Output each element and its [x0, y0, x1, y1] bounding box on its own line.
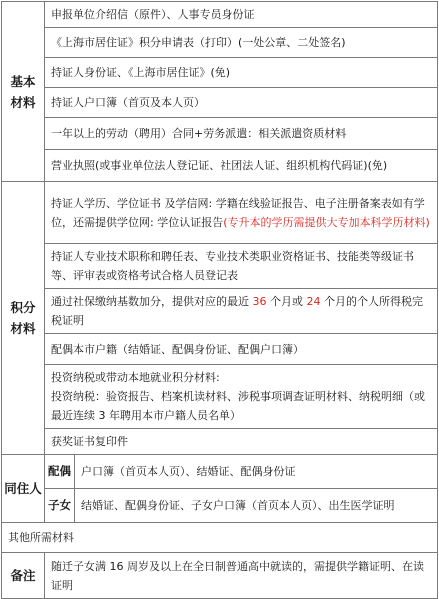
points-tax	[45, 365, 438, 429]
ss-suffix: 个月的个人所得税完税证明	[51, 295, 423, 327]
category-basic-line1: 基本	[10, 73, 36, 89]
materials-table	[1, 1, 438, 599]
basic-item: 持证人户口簿（首页及本人页）	[45, 88, 438, 118]
points-social-security	[45, 289, 438, 334]
ss-months-a: 36	[252, 295, 267, 308]
basic-item: 《上海市居住证》积分申请表（打印）(一处公章、二处签名)	[45, 28, 438, 58]
basic-item: 持证人身份证、《上海市居住证》(免)	[45, 58, 438, 88]
category-points	[2, 182, 45, 455]
spouse-items: 户口簿（首页本人页）、结婚证、配偶身份证	[75, 455, 438, 489]
basic-item: 一年以上的劳动（聘用）合同+劳务派遣：相关派遣资质材料	[45, 118, 438, 150]
spouse-label: 配偶	[45, 455, 75, 489]
remarks-label: 备注	[2, 553, 45, 599]
category-points-line1: 积分	[10, 300, 36, 315]
education-text: 持证人学历、学位证书 及学信网: 学籍在线验证报告、电子注册备案表如有学位，还需提供学位网: 学位认证报告	[51, 196, 425, 229]
category-basic-line2: 材料	[10, 94, 36, 110]
tax-heading: 投资纳税或带动本地就业积分材料:	[51, 371, 220, 384]
points-awards: 获奖证书复印件	[45, 429, 438, 455]
education-note: (专升本的学历需提供大专加本科学历材料)	[223, 215, 430, 229]
child-label: 子女	[45, 489, 75, 523]
child-items: 结婚证、配偶身份证、子女户口簿（首页本人页）、出生医学证明	[75, 489, 438, 523]
points-spouse-hukou: 配偶本市户籍（结婚证、配偶身份证、配偶户口簿）	[45, 334, 438, 365]
ss-middle: 个月或	[270, 295, 303, 308]
points-education	[45, 182, 438, 244]
category-basic	[2, 2, 45, 182]
ss-months-b: 24	[306, 295, 321, 308]
tax-detail: 投资纳税：验资报告、档案机读材料、涉税事项调查证明材料、纳税明细（或最近连续 3 年聘用本市户籍人员名单）	[51, 390, 425, 422]
basic-item: 营业执照(或事业单位法人登记证、社团法人证、组织机构代码证)(免)	[45, 150, 438, 182]
category-points-line2: 材料	[10, 321, 36, 336]
other-materials: 其他所需材料	[2, 523, 438, 553]
category-cohabitant: 同住人	[2, 455, 45, 523]
points-professional: 持证人专业技术职称和聘任表、专业技术类职业资格证书、技能类等级证书等、评审表或资格考试合格人员登记表	[45, 244, 438, 289]
ss-prefix: 通过社保缴纳基数加分，提供对应的最近	[51, 295, 249, 308]
basic-item: 申报单位介绍信（原件）、人事专员身份证	[45, 2, 438, 28]
remarks-text: 随迁子女满 16 周岁及以上在全日制普通高中就读的，需提供学籍证明、在读证明	[45, 553, 438, 599]
